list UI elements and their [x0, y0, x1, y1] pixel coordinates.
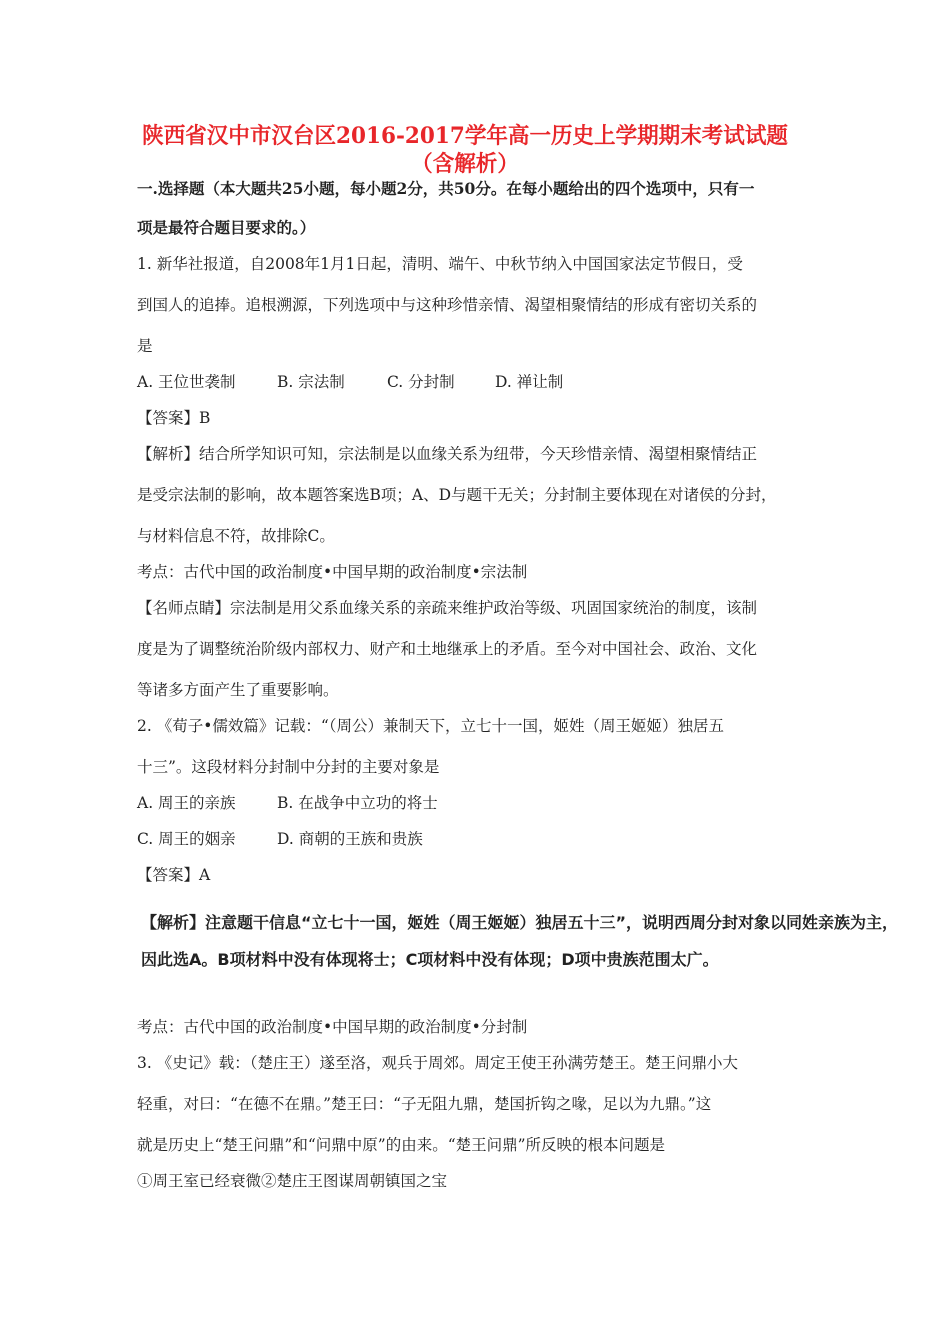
q1-option-a: A. 王位世袭制	[137, 373, 236, 391]
q2-option-d: D. 商朝的王族和贵族	[277, 830, 423, 848]
q1-teacher-tip: 度是为了调整统治阶级内部权力、财产和土地继承上的矛盾。至今对中国社会、政治、文化	[137, 640, 758, 658]
q1-stem: 是	[137, 337, 153, 355]
q2-knowledge-point: 考点：古代中国的政治制度•中国早期的政治制度•分封制	[137, 1018, 528, 1036]
q2-stem: 十三”。这段材料分封制中分封的主要对象是	[137, 758, 440, 776]
q3-stem: 3. 《史记》载：（楚庄王）遂至洛，观兵于周郊。周定王使王孙满劳楚王。楚王问鼎小大	[137, 1054, 738, 1072]
q3-statement-item: ①周王室已经衰微②楚庄王图谋周朝镇国之宝	[137, 1172, 448, 1190]
q2-option-b: B. 在战争中立功的将士	[277, 794, 438, 812]
q3-stem: 轻重，对曰：“在德不在鼎。”楚王曰：“子无阻九鼎，楚国折钩之喙，足以为九鼎。”这	[137, 1095, 712, 1113]
section-heading: 一.选择题（本大题共25小题，每小题2分，共50分。在每小题给出的四个选项中，只有一	[137, 179, 755, 198]
q2-option-a: A. 周王的亲族	[137, 794, 236, 812]
q1-stem: 到国人的追捧。追根溯源，下列选项中与这种珍惜亲情、渴望相聚情结的形成有密切关系的	[137, 296, 758, 314]
q1-analysis: 与材料信息不符，故排除C。	[137, 527, 335, 545]
q2-stem: 2. 《荀子•儒效篇》记载：“（周公）兼制天下，立七十一国，姬姓（周王姬姬）独居五	[137, 717, 725, 735]
document-title: 陕西省汉中市汉台区2016-2017学年高一历史上学期期末考试试题	[142, 123, 788, 149]
q1-teacher-tip: 等诸多方面产生了重要影响。	[137, 681, 339, 699]
q2-analysis: 因此选A。B项材料中没有体现将士；C项材料中没有体现；D项中贵族范围太广。	[141, 950, 719, 969]
q2-option-c: C. 周王的姻亲	[137, 830, 236, 848]
q1-option-c: C. 分封制	[387, 373, 455, 391]
q2-options-row1	[137, 792, 438, 814]
q2-analysis: 【解析】注意题干信息“立七十一国，姬姓（周王姬姬）独居五十三”，说明西周分封对象以同姓亲族为主，	[141, 913, 899, 932]
q1-knowledge-point: 考点：古代中国的政治制度•中国早期的政治制度•宗法制	[137, 563, 528, 581]
q1-answer: 【答案】B	[137, 409, 211, 427]
q2-options-row2	[137, 828, 423, 850]
q1-stem: 1. 新华社报道，自2008年1月1日起，清明、端午、中秋节纳入中国国家法定节假日，受	[137, 255, 743, 273]
document-subtitle: （含解析）	[411, 151, 519, 177]
q1-option-b: B. 宗法制	[277, 373, 345, 391]
q1-option-d: D. 禅让制	[495, 373, 564, 391]
q1-teacher-tip: 【名师点睛】宗法制是用父系血缘关系的亲疏来维护政治等级、巩固国家统治的制度，该制	[137, 599, 758, 617]
q3-stem: 就是历史上“楚王问鼎”和“问鼎中原”的由来。“楚王问鼎”所反映的根本问题是	[137, 1136, 666, 1154]
q1-analysis: 是受宗法制的影响，故本题答案选B项；A、D与题干无关；分封制主要体现在对诸侯的分封，	[137, 486, 777, 504]
q1-options	[137, 371, 563, 393]
q2-answer: 【答案】A	[137, 866, 211, 884]
section-heading-cont: 项是最符合题目要求的。）	[137, 218, 316, 237]
q1-analysis: 【解析】结合所学知识可知，宗法制是以血缘关系为纽带，今天珍惜亲情、渴望相聚情结正	[137, 445, 758, 463]
